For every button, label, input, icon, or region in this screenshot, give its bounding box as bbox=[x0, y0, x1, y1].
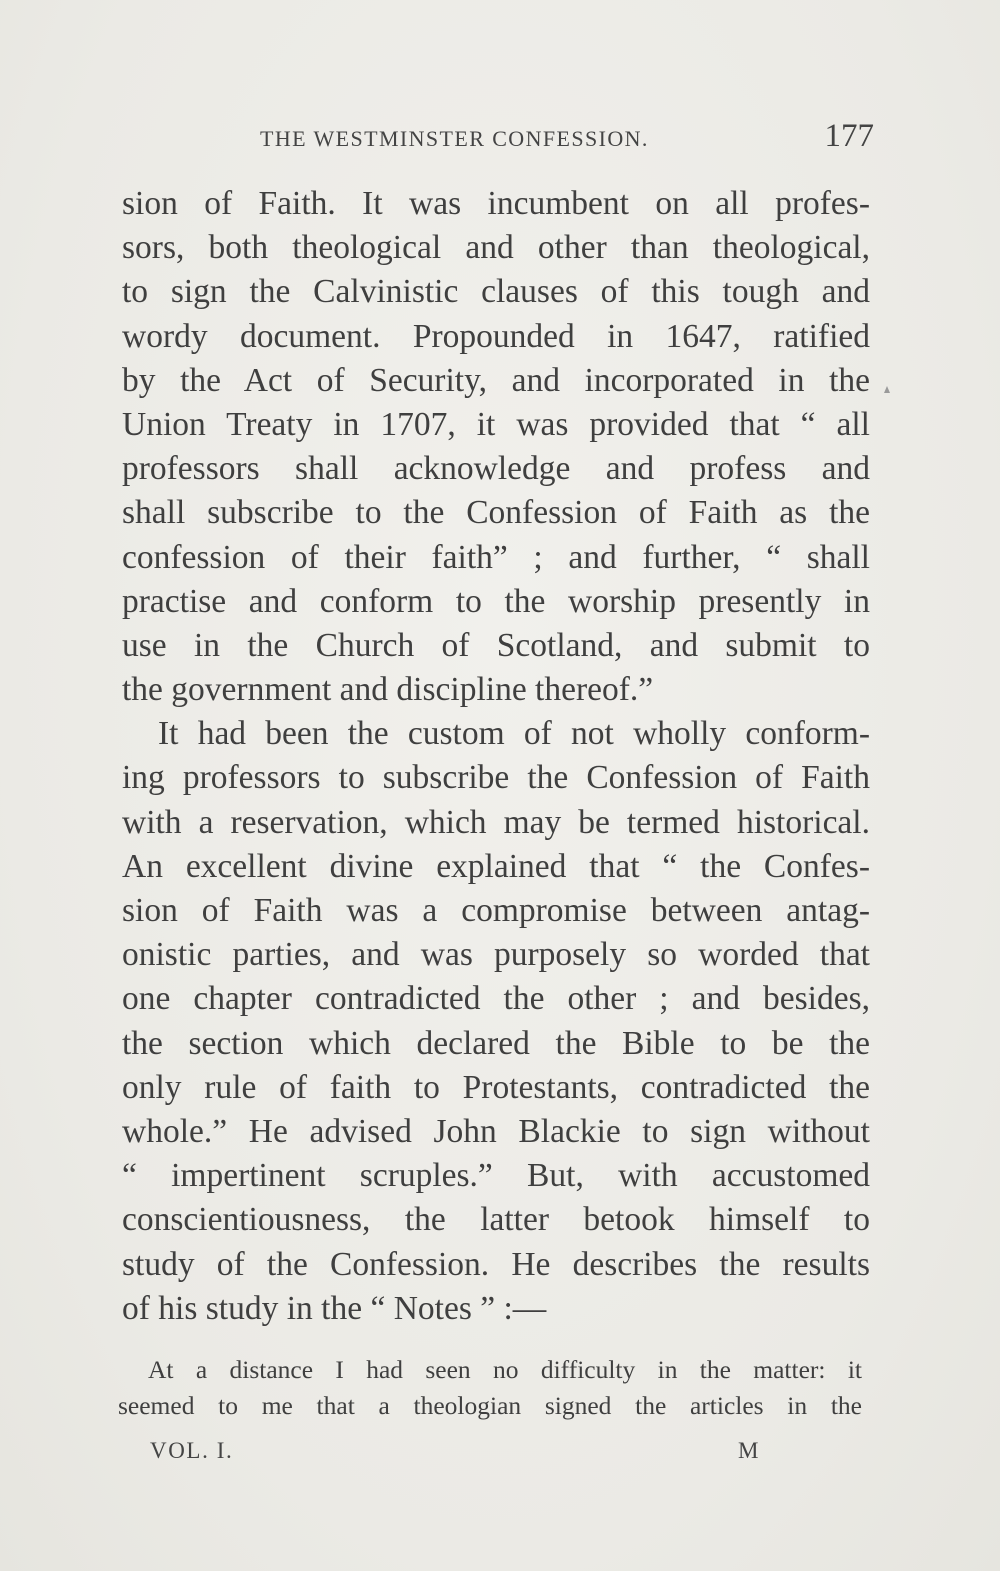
text-line: whole.” He advised John Blackie to sign without bbox=[122, 1112, 870, 1150]
text-line: the government and discipline thereof.” bbox=[122, 671, 654, 709]
extract-line: At a distance I had seen no difficulty in the matter: it bbox=[148, 1355, 862, 1384]
volume-label: VOL. I. bbox=[150, 1438, 234, 1463]
text-line: sors, both theological and other than theological, bbox=[122, 229, 870, 267]
text-line: conscientiousness, the latter betook himself to bbox=[122, 1201, 870, 1239]
running-head bbox=[122, 118, 874, 158]
text-line: with a reservation, which may be termed historical. bbox=[122, 803, 870, 841]
text-line: one chapter contradicted the other ; and besides, bbox=[122, 980, 870, 1018]
text-line: sion of Faith. It was incumbent on all profes- bbox=[122, 185, 870, 222]
text-line: to sign the Calvinistic clauses of this tough and bbox=[122, 273, 870, 311]
signature-mark: M bbox=[737, 1438, 760, 1463]
text-line: shall subscribe to the Confession of Faith as the bbox=[122, 494, 870, 532]
extract-line: seemed to me that a theologian signed the articles in the bbox=[118, 1391, 862, 1420]
text-line: An excellent divine explained that “ the Confes- bbox=[122, 847, 870, 885]
text-line: confession of their faith” ; and further, “ shall bbox=[122, 538, 870, 576]
text-line: wordy document. Propounded in 1647, ratified bbox=[122, 317, 870, 355]
paragraph-1 bbox=[122, 182, 870, 712]
body-text bbox=[122, 182, 870, 1331]
footer bbox=[150, 1432, 760, 1468]
text-line: by the Act of Security, and incorporated in the bbox=[122, 361, 870, 399]
paragraph-2 bbox=[122, 712, 870, 1331]
margin-mark-icon bbox=[884, 386, 890, 393]
text-line: of his study in the “ Notes ” :— bbox=[122, 1289, 547, 1327]
text-line: the section which declared the Bible to be the bbox=[122, 1024, 870, 1062]
text-line: “ impertinent scruples.” But, with accustomed bbox=[122, 1157, 870, 1195]
text-line: It had been the custom of not wholly conform- bbox=[158, 715, 870, 753]
text-line: ing professors to subscribe the Confession of Faith bbox=[122, 759, 870, 797]
text-line: practise and conform to the worship presently in bbox=[122, 582, 870, 620]
text-line: professors shall acknowledge and profess and bbox=[122, 450, 870, 488]
text-line: onistic parties, and was purposely so worded that bbox=[122, 936, 870, 974]
page-number: 177 bbox=[824, 118, 874, 154]
running-title: THE WESTMINSTER CONFESSION. bbox=[260, 126, 649, 151]
text-line: study of the Confession. He describes the results bbox=[122, 1245, 870, 1283]
text-line: Union Treaty in 1707, it was provided that “ all bbox=[122, 405, 870, 443]
text-line: only rule of faith to Protestants, contradicted the bbox=[122, 1068, 870, 1106]
text-line: use in the Church of Scotland, and submit to bbox=[122, 626, 870, 664]
text-line: sion of Faith was a compromise between antag- bbox=[122, 892, 870, 929]
quoted-extract bbox=[118, 1352, 862, 1424]
